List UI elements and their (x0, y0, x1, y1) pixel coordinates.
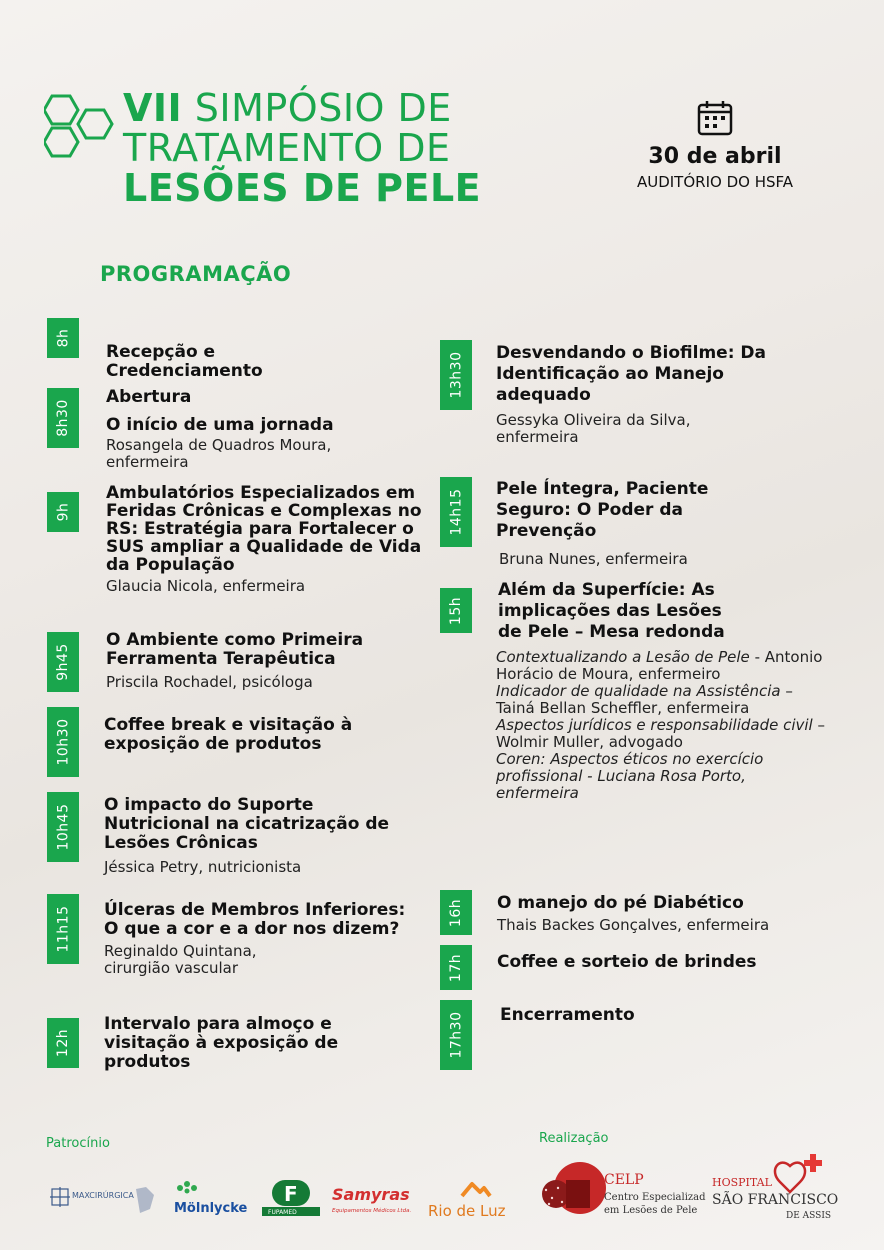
item-speaker: Jéssica Petry, nutricionista (104, 858, 302, 876)
event-date: 30 de abril (648, 144, 782, 169)
sponsor-label: Patrocínio (46, 1136, 110, 1151)
celp-line-2: em Lesões de Pele (604, 1205, 698, 1216)
item-speaker: Glaucia Nicola, enfermeira (106, 577, 306, 595)
realizacao-label: Realização (539, 1131, 609, 1146)
program-item (104, 1015, 379, 1072)
date-block (600, 100, 830, 191)
time-tag: 10h30 (47, 707, 79, 777)
hospital-word: HOSPITAL (712, 1176, 772, 1189)
title-line-3: LESÕES DE PELE (123, 166, 482, 210)
time-tag: 16h (440, 890, 472, 935)
time-tag: 14h15 (440, 477, 472, 547)
fupamed-logo (262, 1178, 322, 1218)
time-tag: 17h (440, 945, 472, 990)
hexagon-logo-icon (44, 92, 116, 162)
time-tag: 8h30 (47, 388, 79, 448)
panel-entry: Aspectos jurídicos e responsabilidade civil – Wolmir Muller, advogado (496, 716, 826, 751)
time-tag: 15h (440, 588, 472, 633)
item-title (498, 580, 728, 643)
item-title: Ambulatórios Especializados em Feridas Crônicas e Complexas no RS: Estratégia para Fortalecer o SUS ampliar a Qualidade de Vida da População (106, 483, 422, 575)
item-title: Pele Íntegra, Paciente Seguro: O Poder da Prevenção (496, 479, 709, 541)
item-title: Úlceras de Membros Inferiores: O que a cor e a dor nos dizem? (104, 900, 406, 939)
calendar-icon (600, 100, 830, 136)
time-tag: 17h30 (440, 1000, 472, 1070)
molnlycke-text: Mölnlycke (174, 1201, 248, 1216)
item-title: Intervalo para almoço e visitação à exposição de produtos (104, 1014, 339, 1072)
title-prefix: VII (123, 86, 183, 130)
program-item (497, 953, 837, 972)
program-item (106, 484, 424, 595)
time-tag: 9h45 (47, 632, 79, 692)
time-tag: 9h (47, 492, 79, 532)
item-title: Desvendando o Biofilme: Da Identificação ao Manejo adequado (496, 343, 767, 405)
item-speaker: Gessyka Oliveira da Silva, enfermeira (496, 411, 691, 446)
item-title: O Ambiente como Primeira Ferramenta Terapêutica (106, 630, 364, 669)
rio-de-luz-logo (426, 1176, 518, 1220)
celp-title: CELP (604, 1172, 644, 1188)
hospital-logo (710, 1152, 844, 1222)
panel-entry: Indicador de qualidade na Assistência – Tainá Bellan Scheffler, enfermeira (496, 682, 793, 717)
item-title-suffix: – Mesa redonda (568, 622, 725, 642)
time-tag: 12h (47, 1018, 79, 1068)
program-item (500, 1006, 800, 1025)
program-item (106, 343, 346, 381)
program-item (497, 894, 837, 934)
samyras-subtext: Equipamentos Médicos Ltda. (332, 1208, 412, 1214)
item-speaker: Bruna Nunes, enfermeira (499, 550, 688, 568)
section-title: PROGRAMAÇÃO (100, 262, 292, 286)
maxcirurgica-text: MAXCIRÚRGICA (72, 1191, 134, 1200)
item-title: Abertura (106, 387, 192, 407)
samyras-logo (330, 1184, 422, 1216)
panel-list (496, 649, 831, 802)
time-tag: 11h15 (47, 894, 79, 964)
celp-logo (536, 1152, 706, 1222)
program-item (104, 716, 404, 754)
item-subtitle: O início de uma jornada (106, 415, 334, 435)
item-speaker: Rosangela de Quadros Moura, enfermeira (106, 436, 332, 471)
time-tag: 13h30 (440, 340, 472, 410)
program-item (104, 796, 424, 876)
fupamed-text: FUPAMED (268, 1209, 297, 1216)
item-title: Recepção e Credenciamento (106, 342, 263, 381)
time-tag: 10h45 (47, 792, 79, 862)
item-title-text: Além da Superfície: As implicações das Lesões de Pele (498, 580, 722, 642)
program-item (106, 388, 406, 471)
hospital-name: SÃO FRANCISCO (712, 1192, 839, 1208)
panel-entry: Coren: Aspectos éticos no exercício profissional - Luciana Rosa Porto, enfermeira (496, 750, 764, 802)
title-line-1: SIMPÓSIO DE (194, 86, 452, 130)
item-title: O manejo do pé Diabético (497, 893, 744, 913)
item-title: Coffee break e visitação à exposição de produtos (104, 715, 353, 754)
program-item (498, 580, 838, 802)
program-item (496, 343, 776, 446)
title-line-2: TRATAMENTO DE (123, 126, 451, 170)
item-title: Coffee e sorteio de brindes (497, 952, 757, 972)
svg-text:F: F (284, 1182, 298, 1206)
event-place: AUDITÓRIO DO HSFA (636, 173, 794, 191)
item-title: Encerramento (500, 1005, 635, 1025)
samyras-text: Samyras (332, 1185, 410, 1204)
hospital-suffix: DE ASSIS (786, 1211, 832, 1221)
program-item (106, 631, 416, 691)
item-title: O impacto do Suporte Nutricional na cicatrização de Lesões Crônicas (104, 795, 390, 853)
time-tag: 8h (47, 318, 79, 358)
item-speaker: Thais Backes Gonçalves, enfermeira (497, 916, 770, 934)
event-title (123, 88, 481, 208)
item-speaker: Priscila Rochadel, psicóloga (106, 673, 313, 691)
celp-line-1: Centro Especializado (604, 1192, 706, 1203)
molnlycke-logo (172, 1178, 257, 1218)
program-item (104, 901, 424, 977)
rio-de-luz-text: Rio de Luz (428, 1202, 506, 1220)
item-speaker: Reginaldo Quintana, cirurgião vascular (104, 942, 257, 977)
panel-entry: Contextualizando a Lesão de Pele - Antonio Horácio de Moura, enfermeiro (496, 648, 823, 683)
program-item (496, 479, 756, 568)
maxcirurgica-logo (48, 1183, 158, 1219)
